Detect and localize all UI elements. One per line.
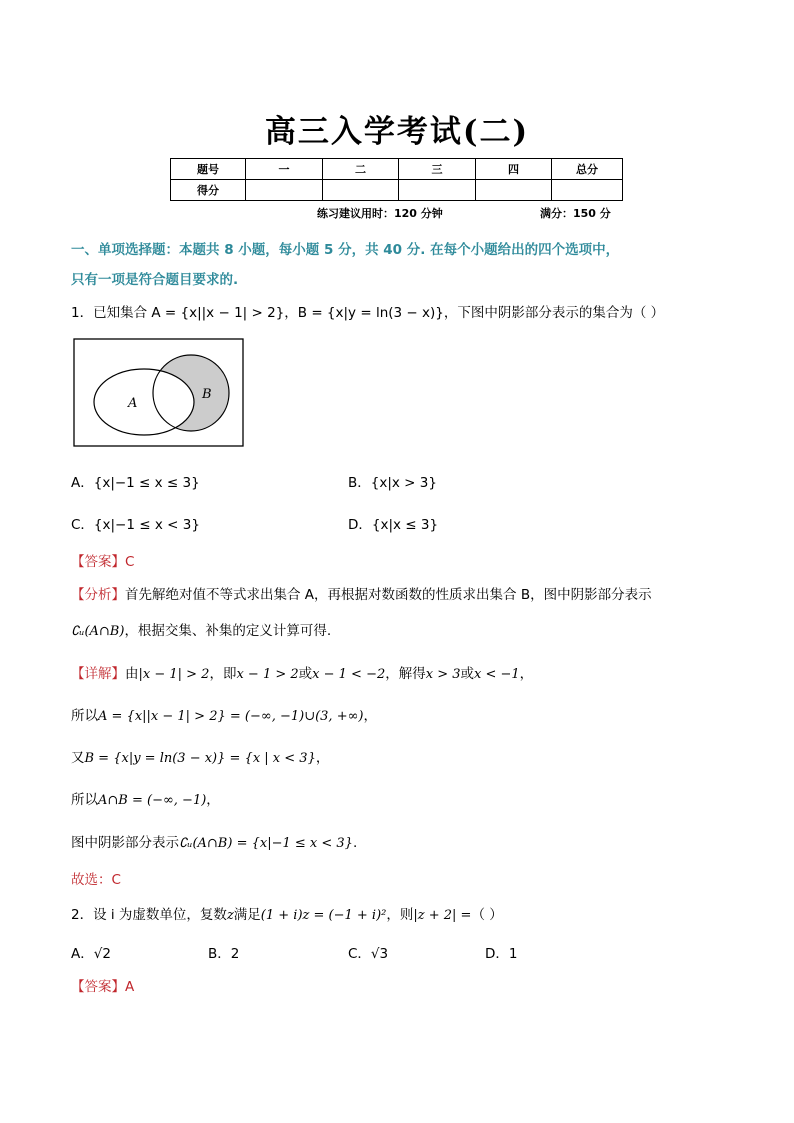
q2-text: 满足 [233,907,261,923]
detail-text: 或 [460,666,475,682]
score-cell: 二 [323,159,399,180]
detail-text: 图中阴影部分表示 [71,835,179,851]
detail-text: 所以 [71,792,98,808]
q1-analysis-line2 [71,619,331,639]
detail-text: 又 [71,750,85,766]
question-1-stem: 1．已知集合 A = {x||x − 1| > 2}，B = {x|y = ln(3 − x)}，下图中阴影部分表示的集合为（ ） [71,305,665,321]
score-input-cell[interactable] [246,180,323,201]
page-title: 高三入学考试(二) [264,114,530,150]
analysis-math: ∁ᵤ(A∩B) [71,624,125,639]
score-table-header-row [171,159,623,180]
q1-detail-line3 [71,746,329,766]
score-row-label: 得分 [171,180,246,201]
detail-text: ， [519,666,534,682]
q2-text: ，则 [386,907,414,923]
detail-text: ，即 [209,666,237,682]
q2-option-b[interactable]: B．2 [208,946,240,962]
q2-option-d[interactable]: D．1 [485,946,518,962]
q2-text: （ ） [471,907,503,923]
analysis-label: 【分析】 [71,587,125,603]
detail-label: 【详解】 [71,666,125,682]
score-table-score-row [171,180,623,201]
detail-math: |x − 1| > 2 [138,667,210,682]
q2-text: 2．设 i 为虚数单位，复数 [71,907,227,923]
q1-answer [71,550,134,570]
q1-detail-line1 [71,662,533,682]
answer-label: 【答案】 [71,979,125,995]
score-cell: 四 [476,159,552,180]
section-heading-line2: 只有一项是符合题目要求的. [71,272,239,288]
q1-detail-line2 [71,704,377,724]
score-cell: 一 [246,159,323,180]
answer-value: C [125,554,135,570]
detail-text: 或 [298,666,313,682]
score-cell: 题号 [171,159,246,180]
detail-math: A∩B = (−∞, −1) [98,793,207,808]
q2-option-a[interactable]: A．√2 [71,946,111,962]
q1-detail-line4 [71,788,220,808]
q2-answer [71,975,134,995]
detail-math: x − 1 < −2 [312,667,386,682]
score-input-cell[interactable] [399,180,476,201]
question-2-stem [71,903,503,923]
analysis-text: 首先解绝对值不等式求出集合 A，再根据对数函数的性质求出集合 B，图中阴影部分表示 [125,587,652,603]
full-score: 满分：150 分 [540,207,611,220]
score-cell: 总分 [552,159,623,180]
detail-text: 所以 [71,708,98,724]
score-input-cell[interactable] [552,180,623,201]
conclusion-text: 故选：C [71,872,121,888]
set-b-label: B [202,387,212,402]
detail-math: B = {x|y = ln(3 − x)} = {x | x < 3} [84,751,316,766]
detail-math: A = {x||x − 1| > 2} = (−∞, −1)∪(3, +∞) [98,709,364,724]
section-heading-line1: 一、单项选择题：本题共 8 小题，每小题 5 分，共 40 分. 在每个小题给出的四个选项中， [71,242,620,258]
answer-label: 【答案】 [71,554,125,570]
detail-text: ， [206,792,220,808]
q1-option-c[interactable]: C．{x|−1 ≤ x < 3} [71,517,200,533]
q2-math: z [226,908,234,923]
q1-option-a[interactable]: A．{x|−1 ≤ x ≤ 3} [71,475,200,491]
suggested-time: 练习建议用时：120 分钟 [317,207,443,220]
score-input-cell[interactable] [323,180,399,201]
q1-option-b[interactable]: B．{x|x > 3} [348,475,437,491]
detail-math: x − 1 > 2 [236,667,299,682]
score-table [170,158,623,201]
q1-analysis-line1 [71,583,652,603]
score-cell: 三 [399,159,476,180]
answer-value: A [125,979,135,995]
detail-text: 由 [125,666,139,682]
q2-math: |z + 2| = [413,908,472,923]
detail-text: . [352,835,358,851]
set-a-label: A [128,396,138,411]
detail-math: x > 3 [425,667,461,682]
detail-text: ， [363,708,377,724]
detail-text: ，解得 [385,666,426,682]
q1-conclusion [71,868,121,888]
score-input-cell[interactable] [476,180,552,201]
q1-option-d[interactable]: D．{x|x ≤ 3} [348,517,439,533]
detail-math: ∁ᵤ(A∩B) = {x|−1 ≤ x < 3} [179,836,353,851]
venn-diagram [73,338,245,448]
analysis-text: ，根据交集、补集的定义计算可得. [124,623,332,639]
detail-text: ， [315,750,330,766]
q2-option-c[interactable]: C．√3 [348,946,389,962]
detail-math: x < −1 [474,667,520,682]
q2-math: (1 + i)z = (−1 + i)² [260,908,387,923]
q1-detail-line5 [71,831,357,851]
